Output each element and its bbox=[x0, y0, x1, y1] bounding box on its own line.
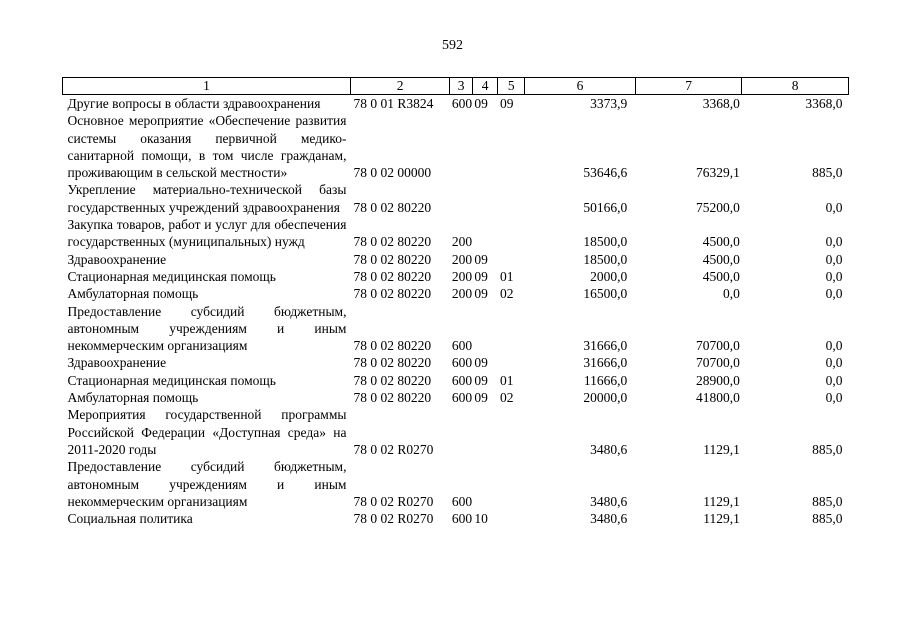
row-value-col6: 53646,6 bbox=[583, 165, 628, 181]
row-name: Стационарная медицинская помощь bbox=[67, 268, 276, 284]
row-section: 09 bbox=[474, 96, 488, 111]
row-target-code: 78 0 02 80220 bbox=[353, 199, 432, 215]
row-expense-type: 600 bbox=[451, 338, 473, 354]
row-value-col7: 75200,0 bbox=[695, 199, 740, 215]
row-name: Здравоохранение bbox=[67, 355, 167, 371]
header-row bbox=[63, 78, 849, 95]
header-col-4: 4 bbox=[472, 78, 498, 95]
row-section: 09 bbox=[474, 390, 488, 406]
row-value-col7: 4500,0 bbox=[702, 251, 740, 267]
row-section: 09 bbox=[474, 251, 488, 267]
row-subsection bbox=[498, 112, 525, 181]
row-value-col8: 885,0 bbox=[812, 165, 843, 181]
row-subsection: 02 bbox=[499, 390, 514, 406]
row-name: Закупка товаров, работ и услуг для обеспечения государственных (муниципальных) нужд bbox=[67, 217, 347, 250]
row-expense-type: 200 bbox=[451, 234, 473, 250]
row-value-col8: 3368,0 bbox=[805, 96, 843, 111]
row-section bbox=[472, 181, 498, 216]
header-col-8: 8 bbox=[742, 78, 849, 95]
header-col-7: 7 bbox=[635, 78, 742, 95]
table-row bbox=[63, 112, 849, 181]
row-name: Амбулаторная помощь bbox=[67, 286, 199, 302]
row-name: Укрепление материально-технической базы государственных учреждений здравоохранения bbox=[67, 182, 347, 215]
row-subsection: 01 bbox=[499, 372, 514, 388]
table-row bbox=[63, 251, 849, 268]
row-value-col6: 50166,0 bbox=[583, 199, 628, 215]
row-section: 09 bbox=[474, 355, 488, 371]
row-section: 09 bbox=[474, 286, 488, 302]
row-subsection bbox=[498, 303, 525, 355]
row-subsection bbox=[498, 181, 525, 216]
row-section bbox=[472, 216, 498, 251]
row-expense-type: 200 bbox=[451, 268, 473, 284]
table-row bbox=[63, 406, 849, 458]
row-subsection: 02 bbox=[499, 286, 514, 302]
row-name: Стационарная медицинская помощь bbox=[67, 372, 276, 388]
row-value-col8: 0,0 bbox=[825, 390, 843, 406]
row-expense-type bbox=[450, 112, 473, 181]
row-subsection bbox=[498, 216, 525, 251]
header-col-5: 5 bbox=[498, 78, 525, 95]
row-name: Основное мероприятие «Обеспечение развития системы оказания первичной медико-санитарной помощи, в том числе гражданам, проживающим в сельской местности» bbox=[67, 113, 347, 181]
row-value-col6: 3373,9 bbox=[590, 96, 628, 111]
table-row bbox=[63, 285, 849, 302]
row-value-col6: 18500,0 bbox=[583, 234, 628, 250]
row-target-code: 78 0 02 80220 bbox=[353, 251, 432, 267]
row-value-col8: 885,0 bbox=[812, 511, 843, 527]
row-target-code: 78 0 02 80220 bbox=[353, 390, 432, 406]
table-row bbox=[63, 268, 849, 285]
row-value-col6: 3480,6 bbox=[590, 511, 628, 527]
row-name: Предоставление субсидий бюджетным, автономным учреждениям и иным некоммерческим организациям bbox=[67, 303, 347, 354]
row-expense-type: 200 bbox=[451, 251, 473, 267]
row-value-col7: 76329,1 bbox=[695, 165, 740, 181]
row-expense-type: 600 bbox=[451, 96, 473, 111]
row-value-col6: 16500,0 bbox=[583, 286, 628, 302]
row-target-code: 78 0 01 R3824 bbox=[353, 96, 434, 111]
row-value-col7: 4500,0 bbox=[702, 234, 740, 250]
row-name: Социальная политика bbox=[67, 511, 193, 527]
row-value-col7: 41800,0 bbox=[695, 390, 740, 406]
row-value-col8: 0,0 bbox=[825, 338, 843, 354]
row-expense-type bbox=[450, 406, 473, 458]
row-expense-type: 600 bbox=[451, 355, 473, 371]
row-subsection bbox=[498, 354, 525, 371]
row-value-col6: 31666,0 bbox=[583, 338, 628, 354]
table-row bbox=[63, 216, 849, 251]
row-section bbox=[472, 303, 498, 355]
row-value-col8: 0,0 bbox=[825, 286, 843, 302]
row-subsection bbox=[498, 406, 525, 458]
row-value-col7: 28900,0 bbox=[695, 372, 740, 388]
table-row bbox=[63, 95, 849, 113]
row-value-col6: 3480,6 bbox=[590, 441, 628, 457]
header-col-2: 2 bbox=[350, 78, 449, 95]
row-target-code: 78 0 02 00000 bbox=[353, 165, 432, 181]
row-value-col6: 3480,6 bbox=[590, 493, 628, 509]
table-row bbox=[63, 181, 849, 216]
row-value-col8: 885,0 bbox=[812, 493, 843, 509]
table-row bbox=[63, 303, 849, 355]
row-section: 09 bbox=[474, 268, 488, 284]
table-header bbox=[63, 78, 849, 95]
row-target-code: 78 0 02 R0270 bbox=[353, 441, 434, 457]
row-value-col7: 1129,1 bbox=[703, 511, 740, 527]
row-subsection bbox=[498, 510, 525, 527]
budget-table bbox=[62, 77, 849, 527]
row-target-code: 78 0 02 80220 bbox=[353, 234, 432, 250]
table-row bbox=[63, 354, 849, 371]
row-target-code: 78 0 02 R0270 bbox=[353, 511, 434, 527]
row-value-col6: 20000,0 bbox=[583, 390, 628, 406]
row-value-col6: 11666,0 bbox=[583, 372, 628, 388]
row-value-col7: 4500,0 bbox=[702, 268, 740, 284]
row-value-col7: 0,0 bbox=[722, 286, 740, 302]
table-row bbox=[63, 458, 849, 510]
row-section bbox=[472, 112, 498, 181]
row-value-col8: 0,0 bbox=[825, 372, 843, 388]
row-subsection: 01 bbox=[499, 268, 514, 284]
row-value-col8: 0,0 bbox=[825, 355, 843, 371]
row-expense-type bbox=[450, 181, 473, 216]
row-section bbox=[472, 458, 498, 510]
row-value-col8: 0,0 bbox=[825, 199, 843, 215]
row-value-col6: 18500,0 bbox=[583, 251, 628, 267]
table-body bbox=[63, 95, 849, 528]
row-target-code: 78 0 02 80220 bbox=[353, 372, 432, 388]
row-expense-type: 200 bbox=[451, 286, 473, 302]
header-col-1: 1 bbox=[63, 78, 351, 95]
row-value-col7: 70700,0 bbox=[695, 355, 740, 371]
row-expense-type: 600 bbox=[451, 390, 473, 406]
table-row bbox=[63, 389, 849, 406]
row-expense-type: 600 bbox=[451, 511, 473, 527]
row-name: Предоставление субсидий бюджетным, автономным учреждениям и иным некоммерческим организациям bbox=[67, 459, 347, 509]
row-value-col8: 885,0 bbox=[812, 441, 843, 457]
row-section bbox=[472, 406, 498, 458]
row-name: Другие вопросы в области здравоохранения bbox=[67, 96, 321, 111]
table-row bbox=[63, 372, 849, 389]
row-subsection bbox=[498, 458, 525, 510]
row-section: 09 bbox=[474, 372, 488, 388]
row-target-code: 78 0 02 80220 bbox=[353, 355, 432, 371]
row-value-col7: 70700,0 bbox=[695, 338, 740, 354]
row-value-col7: 3368,0 bbox=[702, 96, 740, 111]
row-target-code: 78 0 02 80220 bbox=[353, 268, 432, 284]
header-col-6: 6 bbox=[525, 78, 636, 95]
row-value-col7: 1129,1 bbox=[703, 441, 740, 457]
row-value-col8: 0,0 bbox=[825, 268, 843, 284]
row-value-col6: 2000,0 bbox=[590, 268, 628, 284]
row-value-col8: 0,0 bbox=[825, 234, 843, 250]
row-name: Здравоохранение bbox=[67, 251, 167, 267]
row-subsection bbox=[498, 251, 525, 268]
row-value-col6: 31666,0 bbox=[583, 355, 628, 371]
row-target-code: 78 0 02 80220 bbox=[353, 338, 432, 354]
row-target-code: 78 0 02 80220 bbox=[353, 286, 432, 302]
page-number: 592 bbox=[442, 38, 463, 53]
header-col-3: 3 bbox=[450, 78, 473, 95]
row-section: 10 bbox=[474, 511, 488, 527]
row-name: Амбулаторная помощь bbox=[67, 390, 199, 406]
row-value-col7: 1129,1 bbox=[703, 493, 740, 509]
table-row bbox=[63, 510, 849, 527]
row-value-col8: 0,0 bbox=[825, 251, 843, 267]
row-subsection: 09 bbox=[499, 96, 514, 111]
row-target-code: 78 0 02 R0270 bbox=[353, 493, 434, 509]
row-expense-type: 600 bbox=[451, 493, 473, 509]
row-name: Мероприятия государственной программы Российской Федерации «Доступная среда» на 2011-2020 годы bbox=[67, 407, 347, 457]
row-expense-type: 600 bbox=[451, 372, 473, 388]
